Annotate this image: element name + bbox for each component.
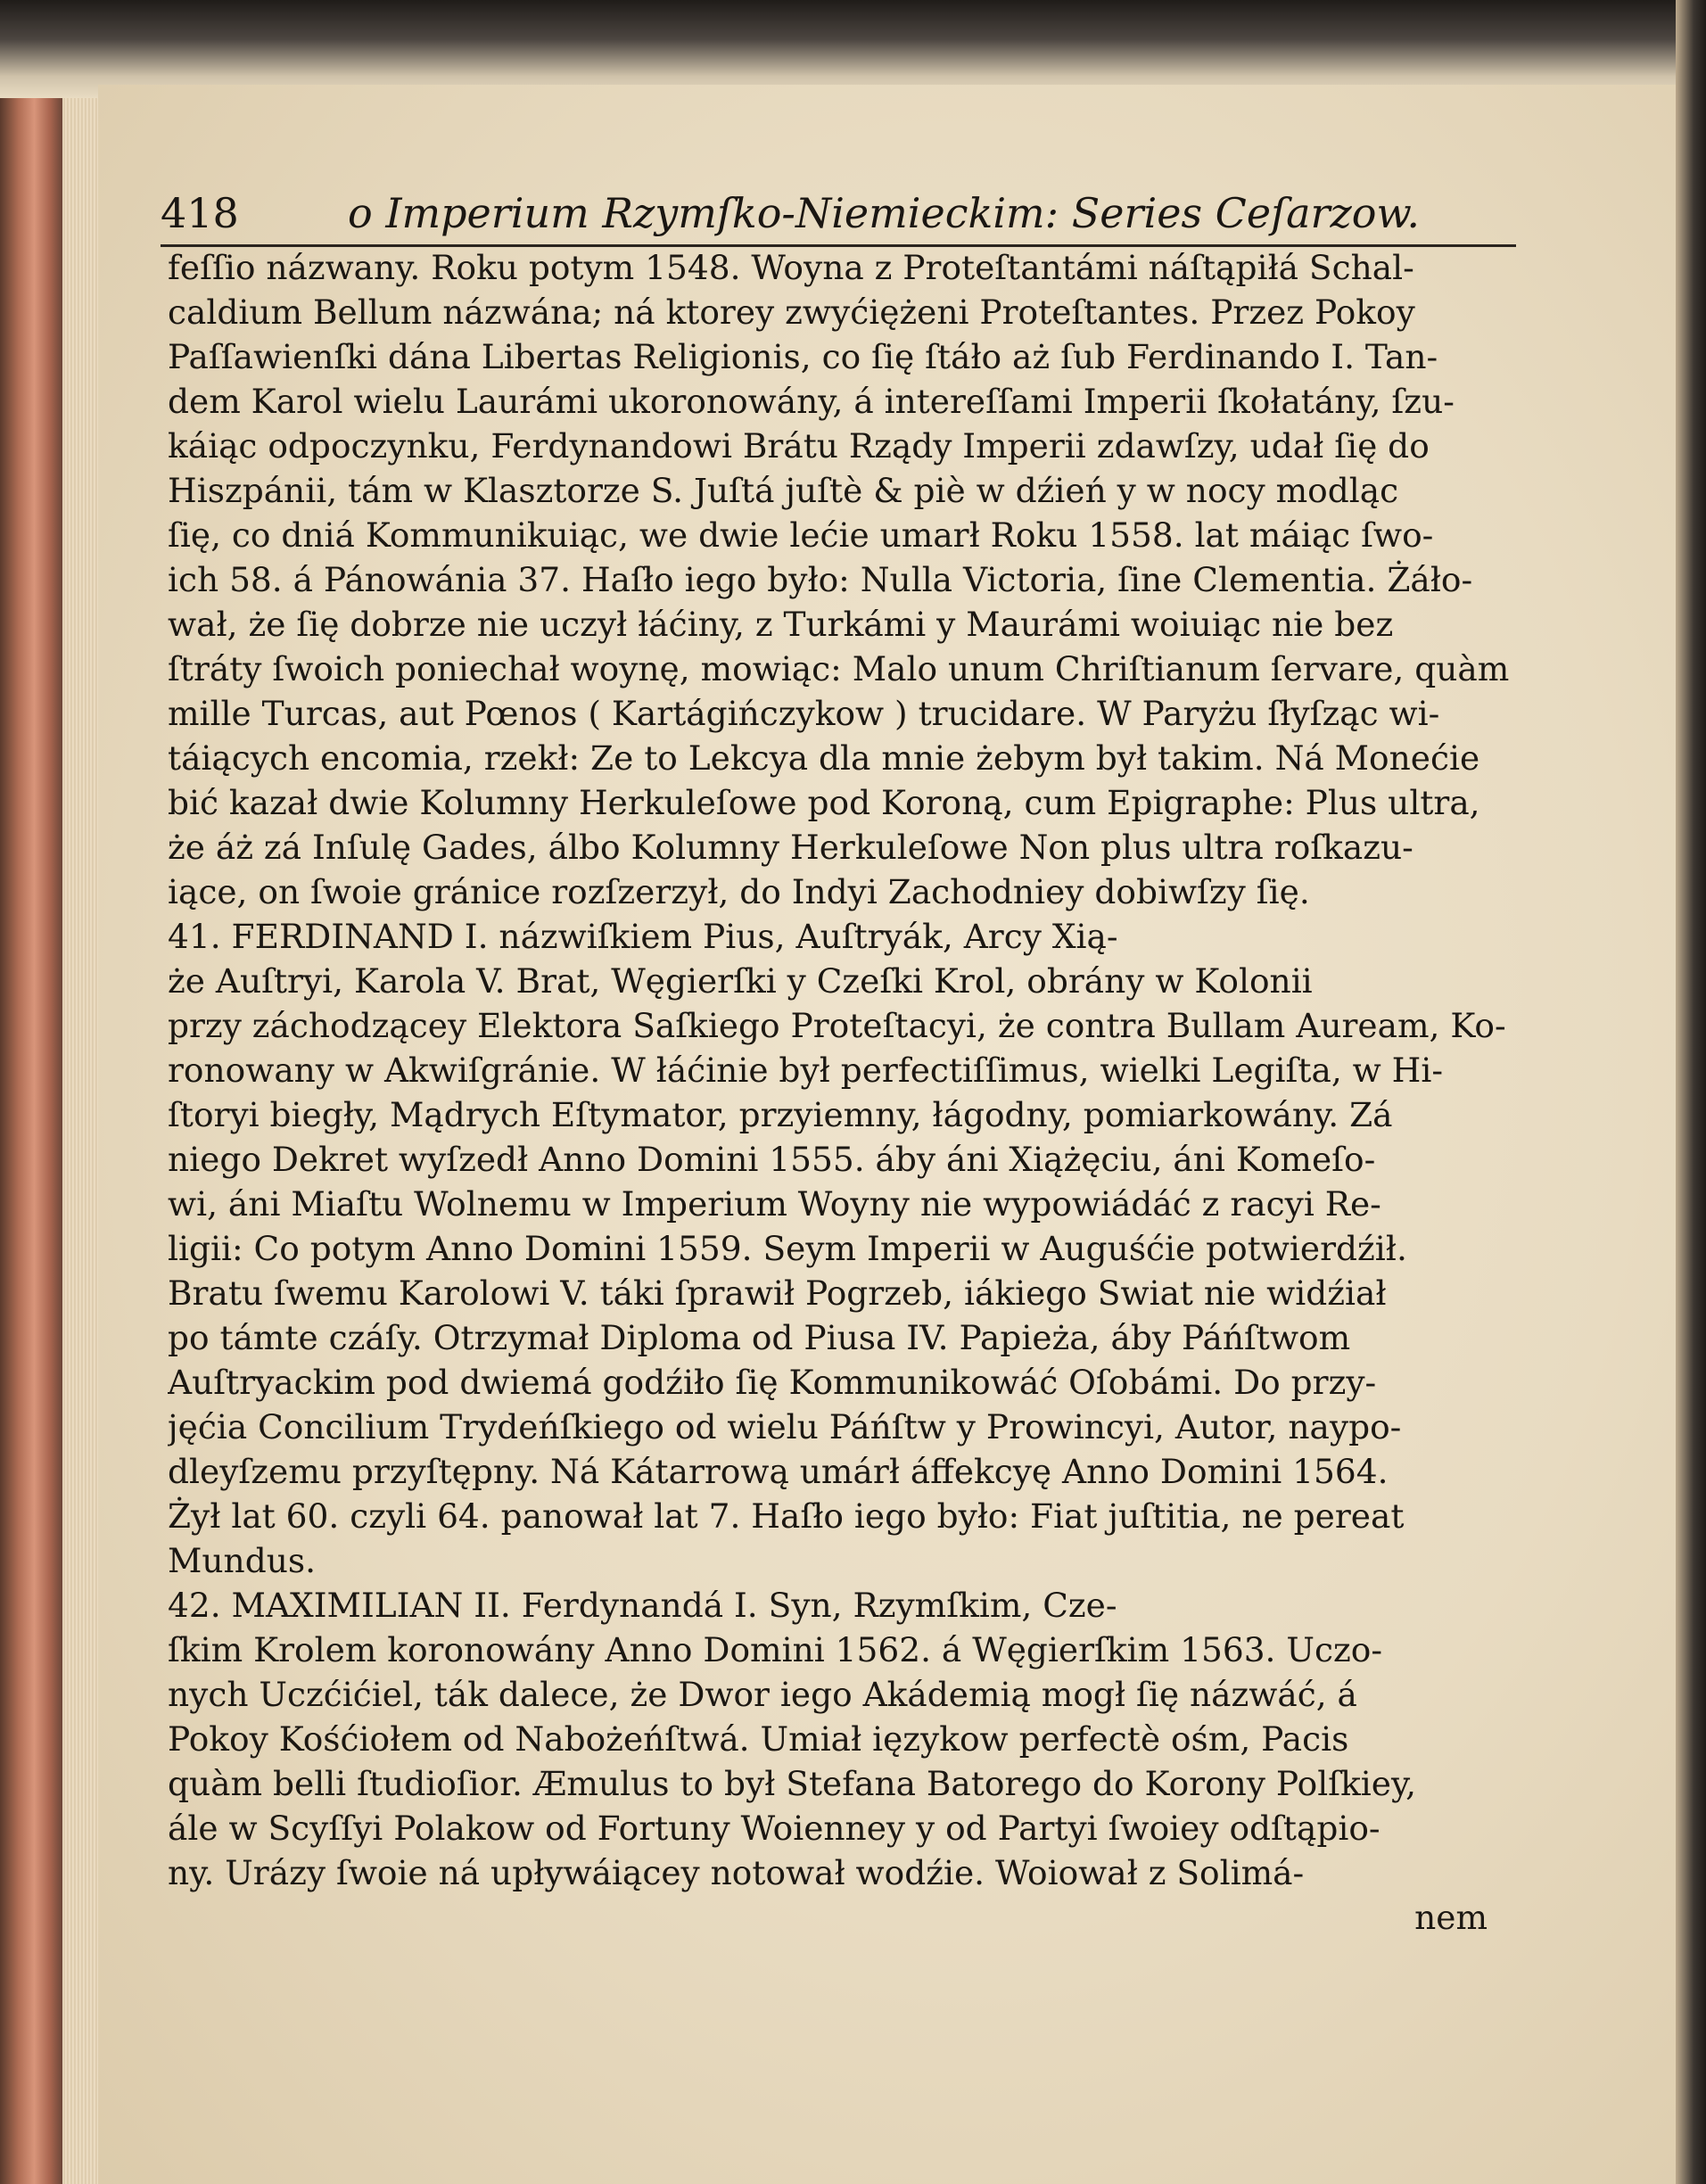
- text-line: ronowany w Akwiſgránie. W łáćinie był perfectiſſimus, wielki Legiſta, w Hi-: [168, 1051, 1444, 1090]
- text-line: ále w Scyſſyi Polakow od Fortuny Woienney y od Partyi ſwoiey odſtąpio-: [168, 1809, 1380, 1848]
- text-line: ſtráty ſwoich poniechał woynę, mowiąc: Malo unum Chriſtianum ſervare, quàm: [168, 649, 1510, 688]
- text-line: wał, że ſię dobrze nie uczył łáćiny, z Turkámi y Maurámi woiuiąc nie bez: [168, 605, 1394, 644]
- text-line: dem Karol wielu Laurámi ukoronowány, á intereſſami Imperii ſkołatány, ſzu-: [168, 382, 1455, 421]
- text-line: iące, on ſwoie gránice rozſzerzył, do Indyi Zachodniey dobiwſzy ſię.: [168, 872, 1310, 911]
- text-line: Bratu ſwemu Karolowi V. táki ſprawił Pogrzeb, iákiego Swiat nie widźiał: [168, 1273, 1387, 1313]
- running-title: o Imperium Rzymſko-Niemieckim: Series Ceſarzow.: [348, 189, 1420, 237]
- text-line: Auſtryackim pod dwiemá godźiło ſię Kommunikowáć Oſobámi. Do przy-: [168, 1363, 1377, 1402]
- text-line: Hiszpánii, tám w Klasztorze S. Juſtá juſtè & piè w dźień y w nocy modląc: [168, 471, 1399, 510]
- book-top-edge: [0, 0, 1706, 98]
- text-line: dleyſzemu przyſtępny. Ná Kátarrową umárł áffekcyę Anno Domini 1564.: [168, 1452, 1389, 1491]
- text-line: że Auſtryi, Karola V. Brat, Węgierſki y Czeſki Krol, obrány w Kolonii: [168, 961, 1313, 1001]
- text-line: ligii: Co potym Anno Domini 1559. Seym Imperii w Auguśćie potwierdźił.: [168, 1229, 1407, 1268]
- text-line: ſtoryi biegły, Mądrych Eſtymator, przyiemny, łágodny, pomiarkowány. Zá: [168, 1095, 1393, 1134]
- text-line: ſię, co dniá Kommunikuiąc, we dwie lećie umarł Roku 1558. lat máiąc ſwo-: [168, 515, 1434, 555]
- text-line: że áż zá Inſulę Gades, álbo Kolumny Herkuleſowe Non plus ultra roſkazu-: [168, 828, 1413, 867]
- text-line: przy záchodzącey Elektora Saſkiego Proteſtacyi, że contra Bullam Auream, Ko-: [168, 1006, 1506, 1045]
- page-number: 418: [161, 189, 239, 237]
- text-line: mille Turcas, aut Pœnos ( Kartágińczykow ) trucidare. W Paryżu ſłyſząc wi-: [168, 694, 1440, 733]
- text-line: Mundus.: [168, 1541, 317, 1580]
- text-line: quàm belli ſtudioſior. Æmulus to był Stefana Batorego do Korony Polſkiey,: [168, 1764, 1417, 1803]
- text-line: caldium Bellum názwána; ná ktorey zwyćiężeni Proteſtantes. Przez Pokoy: [168, 293, 1415, 332]
- book-right-edge: [1676, 0, 1706, 2184]
- text-line: nych Uczćićiel, ták dalece, że Dwor iego Akádemią mogł ſię názwáć, á: [168, 1675, 1357, 1714]
- text-line: káiąc odpoczynku, Ferdynandowi Brátu Rządy Imperii zdawſzy, udał ſię do: [168, 426, 1430, 466]
- text-line: po támte czáſy. Otrzymał Diploma od Piusa IV. Papieża, áby Páńſtwom: [168, 1318, 1351, 1357]
- text-line: 42. MAXIMILIAN II. Ferdynandá I. Syn, Rzymſkim, Cze-: [168, 1586, 1117, 1625]
- text-line: jęćia Concilium Trydeńſkiego od wielu Páńſtw y Prowincyi, Autor, naypo-: [168, 1407, 1402, 1446]
- text-line: ich 58. á Pánowánia 37. Haſło iego było: Nulla Victoria, ſine Clementia. Żáło-: [168, 560, 1473, 599]
- text-line: bić kazał dwie Kolumny Herkuleſowe pod Koroną, cum Epigraphe: Plus ultra,: [168, 783, 1480, 822]
- page-body-text: [168, 245, 1612, 1940]
- text-line: táiących encomia, rzekł: Ze to Lekcya dla mnie żebym był takim. Ná Monećie: [168, 738, 1480, 778]
- book-spine-edge: [0, 0, 62, 2184]
- text-line: Paſſawienſki dána Libertas Religionis, co ſię ſtáło aż ſub Ferdinando I. Tan-: [168, 337, 1438, 376]
- text-line: ſkim Krolem koronowány Anno Domini 1562. á Węgierſkim 1563. Uczo-: [168, 1630, 1383, 1669]
- page-stack-edges: [62, 36, 98, 2184]
- text-line: feſſio názwany. Roku potym 1548. Woyna z Proteſtantámi náſtąpiłá Schal-: [168, 248, 1414, 287]
- text-line: ny. Urázy ſwoie ná upływáiącey notował wodźie. Woiował z Solimá-: [168, 1853, 1305, 1892]
- text-line: wi, áni Miaſtu Wolnemu w Imperium Woyny nie wypowiádáć z racyi Re-: [168, 1184, 1381, 1224]
- text-line: niego Dekret wyſzedł Anno Domini 1555. áby áni Xiążęciu, áni Komeſo-: [168, 1140, 1376, 1179]
- text-line: Żył lat 60. czyli 64. panował lat 7. Haſło iego było: Fiat juſtitia, ne pereat: [168, 1496, 1405, 1536]
- running-header: [161, 189, 1534, 251]
- text-line: nem: [1414, 1898, 1488, 1937]
- text-line: 41. FERDINAND I. názwiſkiem Pius, Auſtryák, Arcy Xią-: [168, 917, 1118, 956]
- text-line: Pokoy Kośćiołem od Nabożeńſtwá. Umiał ięzykow perfectè ośm, Pacis: [168, 1719, 1349, 1759]
